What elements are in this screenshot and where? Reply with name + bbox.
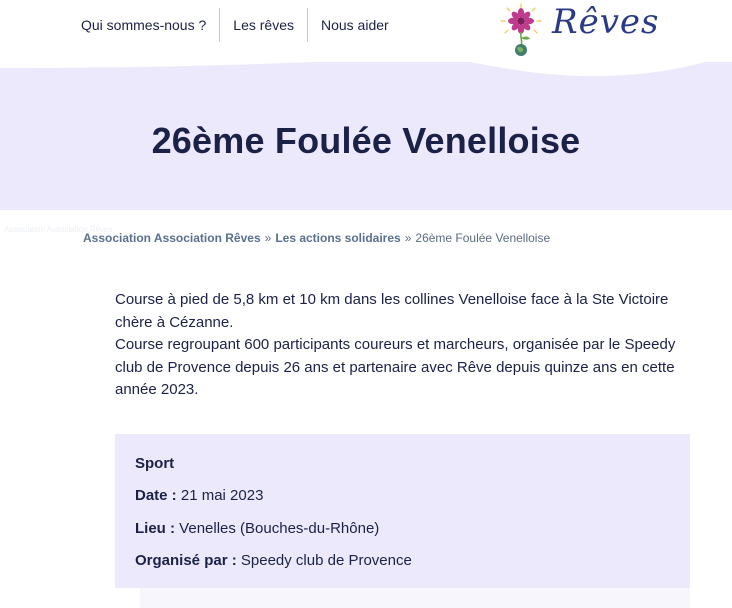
breadcrumb-separator: » (264, 231, 272, 245)
event-category (135, 455, 174, 472)
breadcrumb-link-actions-solidaires[interactable]: Les actions solidaires (275, 231, 401, 245)
logo-wordmark: Rêves (552, 2, 660, 42)
faded-text-line: Association Association Rêves (4, 225, 113, 234)
page-title: 26ème Foulée Venelloise (151, 120, 581, 161)
nav-item-nous-aider[interactable]: Nous aider (320, 17, 389, 33)
place-label: Lieu : (135, 520, 175, 537)
event-organizer (135, 552, 412, 569)
event-info-box (115, 434, 690, 588)
event-place (135, 520, 379, 537)
date-value: 21 mai 2023 (180, 487, 264, 504)
event-date (135, 487, 263, 504)
breadcrumb (83, 231, 550, 245)
breadcrumb-current-page: 26ème Foulée Venelloise (415, 231, 551, 245)
breadcrumb-separator: » (404, 231, 412, 245)
place-value: Venelles (Bouches-du-Rhône) (179, 520, 380, 537)
category-value: Sport (135, 455, 175, 472)
description-paragraph: Course regroupant 600 participants coureurs et marcheurs, organisée par le Speedy club de Provence depuis 26 ans et partenaire avec Rêve depuis quinze ans en cette année 2023. (115, 336, 676, 398)
date-label: Date : (135, 487, 177, 504)
content-bottom-edge (140, 588, 690, 608)
breadcrumb-link-association[interactable]: Association Association Rêves (83, 231, 261, 245)
site-logo[interactable] (490, 0, 670, 64)
organizer-value: Speedy club de Provence (240, 552, 412, 569)
event-description (115, 289, 705, 402)
description-paragraph: Course à pied de 5,8 km et 10 km dans les collines Venelloise face à la Ste Victoire chère à Cézanne. (115, 291, 669, 331)
organizer-label: Organisé par : (135, 552, 237, 569)
nav-item-qui-sommes-nous[interactable]: Qui sommes-nous ? (81, 17, 207, 33)
main-nav (68, 8, 402, 42)
header-curve-decoration (0, 62, 732, 77)
hero-banner (0, 62, 732, 210)
flower-logo-icon (496, 2, 546, 58)
nav-item-les-reves[interactable]: Les rêves (233, 17, 294, 33)
